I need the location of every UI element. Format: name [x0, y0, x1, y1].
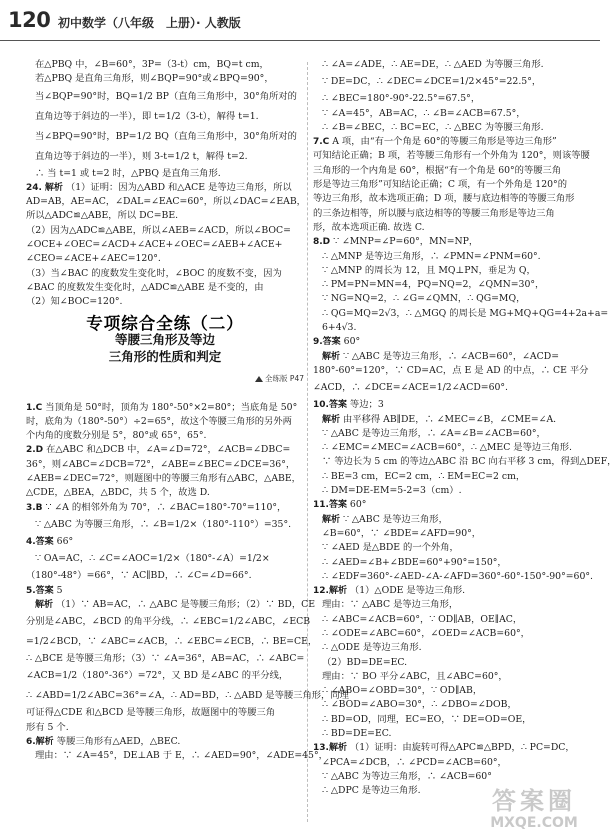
text-line: ∴ △BCE 是等腰三角形；（3）∵ ∠A=36°，AB=AC，∴ ∠ABC=	[26, 653, 305, 665]
text-line: ∠AEB=∠DEC=72°，则题图中的等腰三角形有△ABC，△ABE，	[26, 473, 301, 485]
text-line	[313, 513, 591, 527]
text-line: 理由：∵ BO 平分∠ABC，且∠ABC=60°，	[322, 670, 508, 682]
header-rule	[0, 40, 600, 41]
text-line: ∵ ∠A=45°，AB=AC，∴ ∠B=∠ACB=67.5°，	[322, 107, 526, 119]
answer-value: 60°	[349, 499, 367, 511]
text-line: ∴ BE=3 cm，EC=2 cm，∴ EM=EC=2 cm，	[322, 470, 526, 482]
text-line: A 项，由“有一个角是 60°的等腰三角形是等边三角形”	[332, 136, 557, 148]
text-line: ∴ PM=PN=MN=4，PQ=NQ=2，∠QMN=30°，	[322, 279, 545, 291]
answer-value: 60°	[343, 336, 361, 348]
text-line: ∴ ∠AED=∠B+∠BDE=60°+90°=150°，	[322, 556, 507, 568]
text-segment: （1）∵ AB=AC，∴ △ABC 是等腰三角形；（2）∵ BD，CE	[55, 598, 316, 610]
question-7	[313, 135, 591, 149]
text-line: ∴ △DPC 是等边三角形.	[322, 785, 421, 797]
text-line: 直角边等于斜边的一半），即 t=1/2（3-t），解得 t=1.	[35, 110, 259, 122]
answer-value: 5	[56, 584, 63, 596]
text-line: ∴ ∠ABC=∠ACB=60°，∵ OD∥AB，OE∥AC，	[322, 613, 523, 625]
page-header	[0, 0, 600, 40]
question-number: 4.答案	[26, 536, 54, 547]
text-line: ∵ ∠AED 是△BDE 的一个外角，	[322, 542, 459, 554]
text-line: ∴ ∠A=∠ADE，∴ AE=DE，∴ △AED 为等腰三角形.	[322, 59, 544, 70]
text-line: 36°，则∠ABC=∠DCB=72°，∠ABE=∠BEC=∠DCE=36°，	[26, 458, 296, 470]
watermark-logo: 答案圈	[492, 787, 576, 815]
question-number: 24.	[26, 182, 42, 193]
text-line: 当∠BPQ=90°时，BP=1/2 BQ（直角三角形中，30°角所对的	[35, 130, 297, 142]
question-6	[26, 735, 304, 749]
text-line: 若△PBQ 是直角三角形，则∠BQP=90°或∠BPQ=90°，	[35, 73, 274, 85]
right-column	[313, 58, 616, 799]
text-line: ∴ ∠ABD=1/2∠ABC=36°=∠A，∴ AD=BD，∴ △ABD 是等腰三角形，同理	[26, 690, 349, 702]
question-number: 5.答案	[26, 585, 54, 596]
text-line: ∴ △MNP 是等边三角形，∴ ∠PMN=∠PNM=60°.	[322, 250, 541, 262]
text-line: 时，底角为（180°-50°）÷2=65°，故这个等腰三角形的另外两	[26, 415, 292, 427]
text-line: 6+4√3.	[322, 322, 357, 334]
question-number: 12.解析	[313, 586, 347, 597]
text-line: 当顶角是 50°时，顶角为 180°-50°×2=80°；当底角是 50°	[45, 401, 298, 413]
section-subtitle: 等腰三角形及等边	[114, 331, 215, 347]
question-13	[313, 741, 591, 755]
text-line: 的三条边相等，所以腰与底边相等的等腰三角形是等边三角	[313, 207, 555, 219]
text-line: 理由：∵ △ABC 是等边三角形，	[322, 599, 459, 611]
text-line: 可证得△CDE 和△BCD 是等腰三角形，故题图中的等腰三角	[26, 707, 276, 719]
answer-value: 等边；3	[349, 399, 384, 411]
text-line: ∵ DE=DC，∴ ∠DEC=∠DCE=1/2×45°=22.5°，	[322, 76, 542, 88]
question-number: 6.解析	[26, 737, 54, 748]
text-line: ∴ ∠BEC=180°-90°-22.5°=67.5°，	[322, 93, 481, 105]
text-line	[26, 598, 316, 612]
question-number: 13.解析	[313, 743, 347, 754]
text-line: ∵ 等边长为 5 cm 的等边△ABC 沿 BC 向右平移 3 cm，得到△DEF，	[322, 456, 616, 468]
text-line: 形是等边三角形”可知结论正确；C 项，有一个外角是 120°的	[313, 179, 567, 191]
text-line: （2）BD=DE=EC.	[322, 656, 408, 668]
question-number: 3.B	[26, 502, 43, 513]
book-title: 初中数学（八年级 上册）· 人教版	[58, 16, 241, 30]
text-line: ∴ △ODE 是等边三角形.	[322, 642, 422, 654]
text-line: 直角边等于斜边的一半），则 3-t=1/2 t，解得 t=2.	[35, 150, 248, 162]
text-line: 180°-60°=120°，∵ CD=AC，点 E 是 AD 的中点，∴ CE 平分	[313, 364, 589, 376]
text-line: ∴ 当 t=1 或 t=2 时，△PBQ 是直角三角形.	[35, 167, 221, 179]
question-1	[26, 401, 304, 415]
text-line: ∴ ∠ODE=∠ABC=60°，∠OED=∠ACB=60°，	[322, 627, 530, 639]
text-line: △CDE，△BEA，△BDC，共 5 个，故选 D.	[26, 487, 210, 499]
analysis-tag: 解析	[322, 351, 341, 362]
watermark	[474, 787, 594, 833]
text-line: =1/2∠BCD，∵ ∠ABC=∠ACB，∴ ∠EBC=∠ECB，∴ BE=CE，	[26, 636, 318, 648]
question-number: 9.答案	[313, 337, 341, 348]
text-line: （1）证明：由旋转可得△APC≌△BPD，∴ PC=DC，	[349, 742, 575, 754]
text-line: ∵ △ABC 为等边三角形，∴ ∠ACB=60°	[322, 770, 492, 782]
analysis-tag: 解析	[322, 414, 341, 425]
analysis-tag: 解析	[44, 182, 63, 193]
question-10	[313, 398, 591, 412]
question-12	[313, 584, 591, 598]
text-line: 可知结论正确；B 项，若等腰三角形有一个外角为 120°，则该等腰	[313, 150, 590, 162]
question-number: 11.答案	[313, 500, 347, 511]
text-line: （2）因为△ADC≌△ABE，所以∠AEB=∠ACD，所以∠BOC=	[26, 224, 291, 236]
text-line: ∵ ∠A 的相邻外角为 70°，∴ ∠BAC=180°-70°=110°，	[45, 501, 287, 513]
question-8	[313, 235, 591, 249]
text-line: ∵ △ABC 是等边三角形，∴ ∠A=∠B=∠ACB=60°，	[322, 427, 546, 439]
question-9	[313, 335, 591, 349]
text-line: （1）△ODE 是等边三角形.	[349, 585, 466, 597]
text-line: ∴ ∠EDF=360°-∠AED-∠A-∠AFD=360°-60°-150°-90°=60°.	[322, 570, 593, 582]
text-line	[313, 350, 591, 364]
text-line: ∠B=60°，∵ ∠BDE=∠AFD=90°，	[322, 527, 482, 539]
text-line: ∴ ∠BOD=∠ABO=30°，∴ ∠DBO=∠DOB，	[322, 699, 517, 711]
section-subtitle: 三角形的性质和判定	[108, 348, 222, 364]
question-3	[26, 501, 304, 515]
text-line: ∠ACD，∴ ∠DCE=∠ACE=1/2∠ACD=60°.	[313, 382, 509, 394]
text-line: 理由：∵ ∠A=45°，DE⊥AB 于 E，∴ ∠AED=90°，∠ADE=45°，	[35, 750, 328, 762]
question-4	[26, 535, 304, 549]
text-line: （3）当∠BAC 的度数发生变化时，∠BOC 的度数不变，因为	[26, 267, 282, 279]
watermark-url: MXQE.COM	[490, 815, 578, 831]
question-24	[26, 181, 304, 195]
answer-value: 66°	[56, 535, 74, 547]
text-line: 形有 5 个.	[26, 721, 69, 733]
column-divider	[307, 62, 308, 822]
analysis-tag: 解析	[35, 599, 54, 610]
text-line: ∴ DM=DE-EM=5-2=3（cm）.	[322, 485, 462, 497]
text-line: 当∠BQP=90°时，BQ=1/2 BP（直角三角形中，30°角所对的	[35, 90, 297, 102]
text-line: ∵ △MNP 的周长为 12，且 MQ⊥PN，垂足为 Q，	[322, 264, 536, 276]
reference-label: 全练版 P47	[265, 374, 304, 384]
practice-reference	[255, 372, 304, 386]
text-line: ∠OCE+∠OEC=∠ACD+∠ACE+∠OEC=∠AEB+∠ACE+	[26, 239, 283, 251]
text-line: ∵ ∠MNP=∠P=60°，MN=NP，	[333, 236, 479, 248]
text-line: 分别是∠ABC，∠BCD 的角平分线，∴ ∠EBC=1/2∠ABC，∠ECB	[26, 616, 311, 628]
text-line: AD=AB，AE=AC，∠DAL=∠EAC=60°，所以∠DAC=∠EAB，	[26, 196, 306, 208]
question-2	[26, 443, 304, 457]
section-title: 专项综合全练（二）	[86, 313, 244, 333]
text-line: 在△ABC 和△DCB 中，∠A=∠D=72°，∠ACB=∠DBC=	[46, 444, 291, 456]
text-line: ∴ BD=DE=EC.	[322, 728, 392, 740]
question-number: 2.D	[26, 445, 44, 456]
triangle-icon	[255, 376, 263, 382]
text-line: 等边三角形，故本选项正确；D 项，腰与底边相等的等腰三角形	[313, 193, 575, 205]
text-line: ∴ ∠ABO=∠OBD=30°，∵ OD∥AB，	[322, 685, 483, 697]
text-line: ∵ OA=AC，∴ ∠C=∠AOC=1/2×（180°-∠A）=1/2×	[35, 553, 270, 565]
text-line: 在△PBQ 中，∠B=60°，3P=（3-t）cm，BQ=t cm，	[35, 59, 269, 70]
text-line: ∴ QG=MQ=2√3，∴ △MGQ 的周长是 MG+MQ+QG=4+2a+a=	[322, 307, 609, 319]
question-number: 10.答案	[313, 400, 347, 411]
text-line: ∠CEO=∠ACE+∠AEC=120°.	[26, 253, 161, 265]
text-line: 形，故本选项正确. 故选 C.	[313, 221, 425, 233]
text-line: 所以△ADC≌△ABE，所以 DC=BE.	[26, 210, 179, 222]
page-number: 120	[8, 8, 51, 32]
text-line	[313, 413, 591, 427]
section-heading	[26, 313, 304, 399]
question-11	[313, 498, 591, 512]
text-segment: 由平移得 AB∥DE，∴ ∠MEC=∠B，∠CME=∠A.	[342, 413, 557, 425]
text-segment: ∵ △ABC 是等边三角形，∴ ∠ACB=60°，∠ACD=	[342, 350, 559, 362]
text-line: 个内角的度数分别是 5°，80°或 65°，65°.	[26, 430, 207, 442]
text-line: ∠PCA=∠DCB，∴ ∠PCD=∠ACB=60°，	[322, 756, 507, 768]
text-line: （1）证明：因为△ABD 和△ACE 是等边三角形，所以	[65, 181, 292, 193]
text-line: 等腰三角形有△AED，△BEC.	[56, 736, 181, 748]
question-number: 7.C	[313, 137, 330, 148]
text-line: ∵ NG=NQ=2，∴ ∠G=∠QMN，∴ QG=MQ，	[322, 293, 526, 305]
text-line: ∴ ∠EMC=∠MEC=∠ACB=60°，∴ △MEC 是等边三角形.	[322, 442, 573, 454]
text-line: ∴ ∠B=∠BEC，∴ BC=EC，∴ △BEC 为等腰三角形.	[322, 121, 544, 133]
text-line: ∠BAC 的度数发生变化时，△ADC≌△ABE 是不变的，由	[26, 281, 264, 293]
question-5	[26, 584, 304, 598]
analysis-tag: 解析	[322, 514, 341, 525]
question-number: 1.C	[26, 402, 43, 413]
question-number: 8.D	[313, 237, 331, 248]
text-line: ∴ BD=OD，同理，EC=EO，∵ DE=OD=OE，	[322, 713, 532, 725]
text-line: ∠ACB=1/2（180°-36°）=72°，又 BD 是∠ABC 的平分线，	[26, 670, 289, 682]
text-line: （2）知∠BOC=120°.	[26, 296, 123, 308]
text-line: 三角形的一个内角是 60°，根据“有一个角是 60°的等腰三角	[313, 164, 562, 176]
text-line: （180°-48°）=66°，∵ AC∥BD，∴ ∠C=∠D=66°.	[26, 570, 252, 582]
text-segment: ∵ △ABC 是等边三角形，	[342, 513, 448, 525]
text-line: ∵ △ABC 为等腰三角形，∴ ∠B=1/2×（180°-110°）=35°.	[35, 518, 292, 530]
